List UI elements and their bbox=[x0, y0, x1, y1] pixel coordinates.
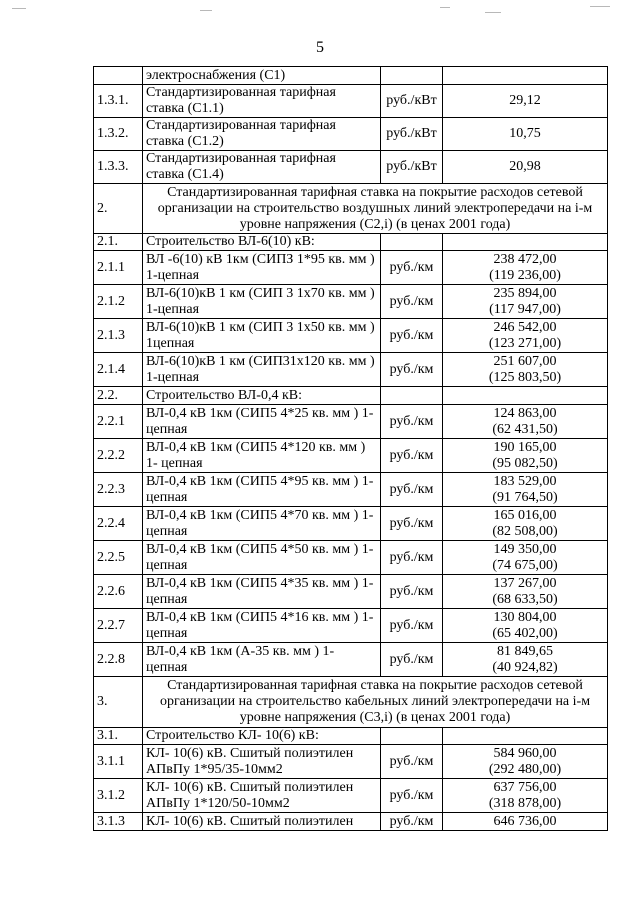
row-number: 2.2.2 bbox=[94, 439, 143, 473]
row-unit: руб./км bbox=[381, 319, 443, 353]
row-value-half: (68 633,50) bbox=[492, 591, 558, 607]
row-value-half: (74 675,00) bbox=[492, 557, 558, 573]
row-name: ВЛ-0,4 кВ 1км (СИП5 4*25 кв. мм ) 1- цепная bbox=[143, 405, 381, 439]
row-value-main: 81 849,65 bbox=[497, 643, 553, 659]
row-number: 2.2. bbox=[94, 387, 143, 405]
row-number: 3. bbox=[94, 677, 143, 728]
row-number: 2.2.4 bbox=[94, 507, 143, 541]
row-value-main: 165 016,00 bbox=[493, 507, 557, 523]
row-name: ВЛ -6(10) кВ 1км (СИПЗ 1*95 кв. мм ) 1-цепная bbox=[143, 251, 381, 285]
row-number: 2.1.4 bbox=[94, 353, 143, 387]
row-value-main: 238 472,00 bbox=[493, 251, 557, 267]
row-unit: руб./км bbox=[381, 779, 443, 813]
row-name: КЛ- 10(6) кВ. Сшитый полиэтилен АПвПу 1*95/35-10мм2 bbox=[143, 745, 381, 779]
row-number: 1.3.3. bbox=[94, 151, 143, 184]
row-value-half: (40 924,82) bbox=[492, 659, 558, 675]
table-row bbox=[94, 728, 608, 745]
row-unit: руб./км bbox=[381, 643, 443, 677]
table-row bbox=[94, 405, 608, 439]
table-row bbox=[94, 575, 608, 609]
row-number: 3.1. bbox=[94, 728, 143, 745]
table-row bbox=[94, 677, 608, 728]
row-name: электроснабжения (С1) bbox=[143, 67, 381, 85]
section-title: Стандартизированная тарифная ставка на покрытие расходов сетевой организации на строительство воздушных линий электропередачи на i-м уровне напряжения (С2,i) (в ценах 2001 года) bbox=[143, 184, 608, 234]
row-value-main: 29,12 bbox=[509, 93, 541, 108]
row-name: ВЛ-0,4 кВ 1км (СИП5 4*95 кв. мм ) 1- цепная bbox=[143, 473, 381, 507]
row-number: 3.1.3 bbox=[94, 813, 143, 831]
row-value bbox=[443, 745, 608, 779]
row-value bbox=[443, 728, 608, 745]
row-name: КЛ- 10(6) кВ. Сшитый полиэтилен bbox=[143, 813, 381, 831]
row-name: Стандартизированная тарифная ставка (С1.1) bbox=[143, 85, 381, 118]
scan-mark bbox=[590, 6, 610, 7]
row-value bbox=[443, 813, 608, 831]
row-unit: руб./кВт bbox=[381, 118, 443, 151]
row-value bbox=[443, 405, 608, 439]
row-number: 2.2.7 bbox=[94, 609, 143, 643]
scan-mark bbox=[200, 10, 212, 11]
row-name: ВЛ-0,4 кВ 1км (СИП5 4*35 кв. мм ) 1- цепная bbox=[143, 575, 381, 609]
row-name: ВЛ-6(10)кВ 1 км (СИП 3 1х70 кв. мм ) 1-цепная bbox=[143, 285, 381, 319]
row-value-main: 190 165,00 bbox=[493, 439, 557, 455]
scan-mark bbox=[440, 7, 450, 8]
row-value bbox=[443, 575, 608, 609]
row-name: Строительство ВЛ-0,4 кВ: bbox=[143, 387, 381, 405]
row-number: 2.2.6 bbox=[94, 575, 143, 609]
section-title: Стандартизированная тарифная ставка на покрытие расходов сетевой организации на строительство кабельных линий электропередачи на i-м уровне напряжения (С3,i) (в ценах 2001 года) bbox=[143, 677, 608, 728]
tariff-table bbox=[93, 66, 608, 831]
table-row bbox=[94, 251, 608, 285]
row-value-main: 183 529,00 bbox=[493, 473, 557, 489]
row-value-half: (318 878,00) bbox=[488, 795, 562, 811]
row-value bbox=[443, 251, 608, 285]
page-number: 5 bbox=[316, 39, 324, 56]
row-value bbox=[443, 67, 608, 85]
table-row bbox=[94, 151, 608, 184]
row-value-main: 246 542,00 bbox=[493, 319, 557, 335]
row-number: 3.1.2 bbox=[94, 779, 143, 813]
row-unit bbox=[381, 67, 443, 85]
row-unit: руб./км bbox=[381, 473, 443, 507]
row-number: 3.1.1 bbox=[94, 745, 143, 779]
row-name: ВЛ-6(10)кВ 1 км (СИП31х120 кв. мм ) 1-цепная bbox=[143, 353, 381, 387]
row-number: 1.3.2. bbox=[94, 118, 143, 151]
row-value-main: 637 756,00 bbox=[493, 779, 557, 795]
row-value-half: (125 803,50) bbox=[488, 369, 562, 385]
row-value bbox=[443, 643, 608, 677]
row-value-main: 130 804,00 bbox=[493, 609, 557, 625]
row-unit bbox=[381, 387, 443, 405]
row-unit: руб./км bbox=[381, 251, 443, 285]
row-name: ВЛ-0,4 кВ 1км (СИП5 4*70 кв. мм ) 1- цепная bbox=[143, 507, 381, 541]
row-value-half: (95 082,50) bbox=[492, 455, 558, 471]
row-value-main: 137 267,00 bbox=[493, 575, 557, 591]
table-row bbox=[94, 643, 608, 677]
row-number bbox=[94, 67, 143, 85]
row-value-main: 20,98 bbox=[509, 159, 541, 174]
table-row bbox=[94, 813, 608, 831]
row-value bbox=[443, 118, 608, 151]
row-value bbox=[443, 353, 608, 387]
table-row bbox=[94, 541, 608, 575]
row-unit: руб./км bbox=[381, 745, 443, 779]
row-name: КЛ- 10(6) кВ. Сшитый полиэтилен АПвПу 1*120/50-10мм2 bbox=[143, 779, 381, 813]
table-row bbox=[94, 387, 608, 405]
row-unit: руб./км bbox=[381, 285, 443, 319]
row-value bbox=[443, 387, 608, 405]
row-value bbox=[443, 609, 608, 643]
table-row bbox=[94, 507, 608, 541]
row-value bbox=[443, 319, 608, 353]
row-value-main: 235 894,00 bbox=[493, 285, 557, 301]
scan-mark bbox=[485, 12, 501, 13]
row-value bbox=[443, 285, 608, 319]
table-row bbox=[94, 67, 608, 85]
row-unit: руб./км bbox=[381, 405, 443, 439]
row-unit: руб./км bbox=[381, 609, 443, 643]
row-unit: руб./км bbox=[381, 813, 443, 831]
row-number: 2.2.8 bbox=[94, 643, 143, 677]
row-value bbox=[443, 541, 608, 575]
row-name: ВЛ-0,4 кВ 1км (А-35 кв. мм ) 1- цепная bbox=[143, 643, 381, 677]
row-name: Стандартизированная тарифная ставка (С1.2) bbox=[143, 118, 381, 151]
row-value-main: 10,75 bbox=[509, 126, 541, 141]
row-value bbox=[443, 779, 608, 813]
row-number: 1.3.1. bbox=[94, 85, 143, 118]
table-row bbox=[94, 85, 608, 118]
table-row bbox=[94, 439, 608, 473]
row-value-main: 646 736,00 bbox=[493, 813, 557, 829]
row-name: Стандартизированная тарифная ставка (С1.4) bbox=[143, 151, 381, 184]
row-value-half: (123 271,00) bbox=[488, 335, 562, 351]
scan-mark bbox=[12, 8, 26, 9]
row-unit: руб./кВт bbox=[381, 85, 443, 118]
row-number: 2. bbox=[94, 184, 143, 234]
row-name: ВЛ-0,4 кВ 1км (СИП5 4*16 кв. мм ) 1- цепная bbox=[143, 609, 381, 643]
row-value-main: 149 350,00 bbox=[493, 541, 557, 557]
row-unit: руб./км bbox=[381, 575, 443, 609]
row-value-half: (65 402,00) bbox=[492, 625, 558, 641]
row-value bbox=[443, 473, 608, 507]
tariff-table-body bbox=[94, 67, 608, 831]
row-number: 2.2.5 bbox=[94, 541, 143, 575]
row-value-main: 584 960,00 bbox=[493, 745, 557, 761]
row-unit: руб./км bbox=[381, 353, 443, 387]
row-value-main: 124 863,00 bbox=[493, 405, 557, 421]
row-number: 2.2.1 bbox=[94, 405, 143, 439]
row-value-half: (91 764,50) bbox=[492, 489, 558, 505]
row-number: 2.1. bbox=[94, 234, 143, 251]
table-row bbox=[94, 184, 608, 234]
row-value-main: 251 607,00 bbox=[493, 353, 557, 369]
row-number: 2.1.1 bbox=[94, 251, 143, 285]
row-unit: руб./км bbox=[381, 541, 443, 575]
row-value bbox=[443, 507, 608, 541]
row-unit: руб./км bbox=[381, 439, 443, 473]
table-row bbox=[94, 285, 608, 319]
row-value-half: (292 480,00) bbox=[488, 761, 562, 777]
row-value bbox=[443, 151, 608, 184]
row-value-half: (62 431,50) bbox=[492, 421, 558, 437]
table-row bbox=[94, 319, 608, 353]
row-number: 2.1.3 bbox=[94, 319, 143, 353]
table-row bbox=[94, 779, 608, 813]
row-number: 2.1.2 bbox=[94, 285, 143, 319]
row-value bbox=[443, 85, 608, 118]
row-number: 2.2.3 bbox=[94, 473, 143, 507]
row-name: ВЛ-0,4 кВ 1км (СИП5 4*50 кв. мм ) 1- цепная bbox=[143, 541, 381, 575]
row-value bbox=[443, 234, 608, 251]
table-row bbox=[94, 473, 608, 507]
row-name: ВЛ-6(10)кВ 1 км (СИП 3 1х50 кв. мм ) 1цепная bbox=[143, 319, 381, 353]
table-row bbox=[94, 745, 608, 779]
row-name: Строительство ВЛ-6(10) кВ: bbox=[143, 234, 381, 251]
table-row bbox=[94, 609, 608, 643]
row-value-half: (82 508,00) bbox=[492, 523, 558, 539]
table-row bbox=[94, 353, 608, 387]
table-row bbox=[94, 234, 608, 251]
row-unit: руб./кВт bbox=[381, 151, 443, 184]
row-value bbox=[443, 439, 608, 473]
row-name: Строительство КЛ- 10(6) кВ: bbox=[143, 728, 381, 745]
row-value-half: (119 236,00) bbox=[489, 267, 561, 283]
table-row bbox=[94, 118, 608, 151]
row-unit bbox=[381, 728, 443, 745]
row-value-half: (117 947,00) bbox=[489, 301, 561, 317]
row-unit: руб./км bbox=[381, 507, 443, 541]
row-unit bbox=[381, 234, 443, 251]
row-name: ВЛ-0,4 кВ 1км (СИП5 4*120 кв. мм ) 1- цепная bbox=[143, 439, 381, 473]
